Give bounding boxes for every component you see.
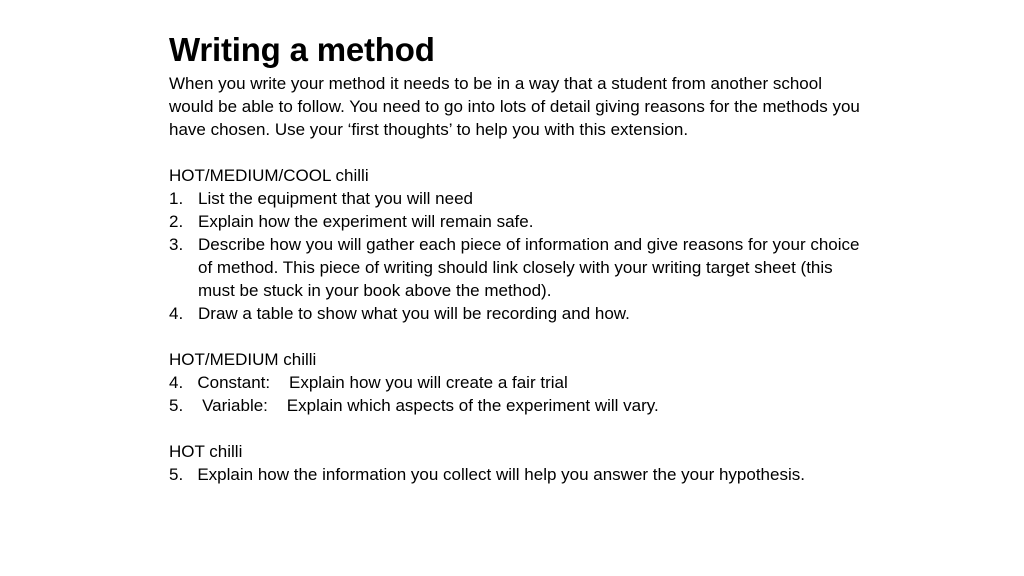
spacer [169, 325, 869, 348]
section-heading-hot-medium: HOT/MEDIUM chilli [169, 350, 317, 369]
intro-paragraph: When you write your method it needs to be in a way that a student from another school would be able to follow. You need to go into lots of detail giving reasons for the methods you have chosen. Use your ‘first thoughts’ to help you with this extension. [169, 74, 860, 139]
numbered-list-all [169, 187, 869, 325]
list-number: 4. [169, 304, 184, 323]
list-item [169, 187, 869, 210]
list-text: Describe how you will gather each piece of information and give reasons for your choice of method. This piece of writing should link closely with your writing target sheet (this must be stuck in your book above the method). [198, 235, 860, 300]
spacer [169, 417, 869, 440]
list-text: Explain how the experiment will remain safe. [198, 212, 534, 231]
constant-line: 4. Constant: Explain how you will create a fair trial [169, 373, 568, 392]
list-number: 3. [169, 235, 184, 254]
list-item [169, 210, 869, 233]
slide-title: Writing a method [169, 31, 435, 68]
hypothesis-line: 5. Explain how the information you collect will help you answer the your hypothesis. [169, 465, 805, 484]
section-heading-all: HOT/MEDIUM/COOL chilli [169, 166, 369, 185]
list-item [169, 233, 869, 302]
list-item [169, 302, 869, 325]
slide-content [169, 30, 869, 486]
list-text: List the equipment that you will need [198, 189, 474, 208]
section-heading-hot: HOT chilli [169, 442, 243, 461]
spacer [169, 141, 869, 164]
variable-line: 5. Variable: Explain which aspects of the experiment will vary. [169, 396, 659, 415]
list-number: 1. [169, 189, 184, 208]
list-text: Draw a table to show what you will be recording and how. [198, 304, 630, 323]
list-number: 2. [169, 212, 184, 231]
